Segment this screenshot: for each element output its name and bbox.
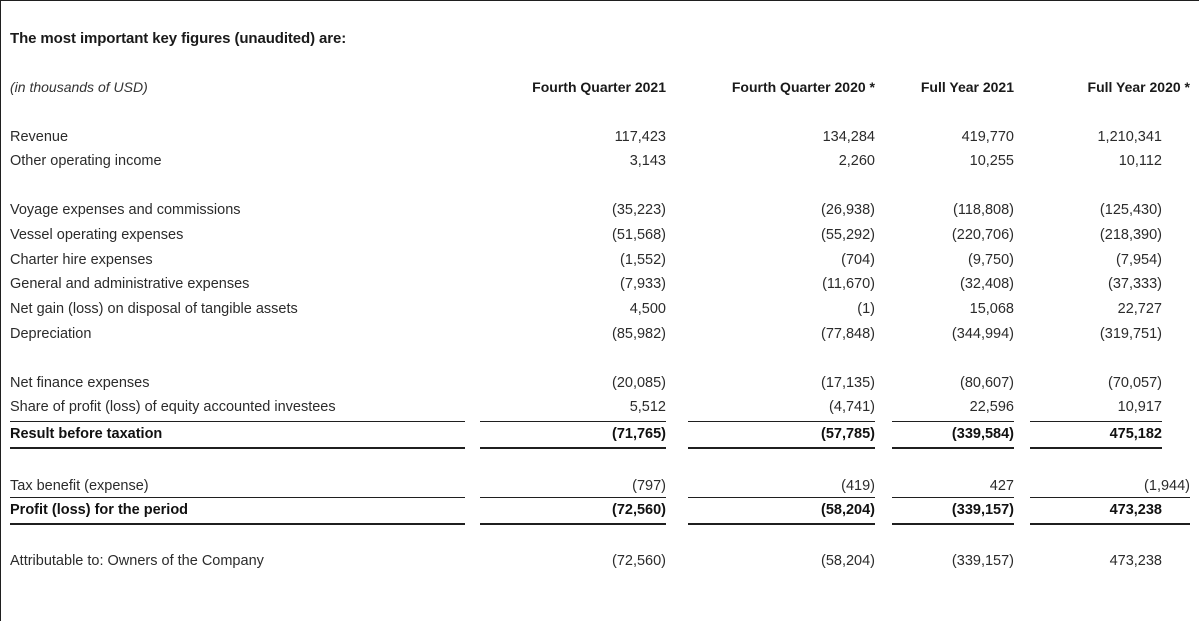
divider-line xyxy=(1030,447,1162,449)
cell-q4-2020: (55,292) xyxy=(820,227,875,243)
cell-q4-2020: (58,204) xyxy=(820,553,875,569)
cell-q4-2020: (77,848) xyxy=(820,326,875,342)
cell-fy-2021: 15,068 xyxy=(969,301,1014,317)
row-label: Tax benefit (expense) xyxy=(10,478,149,494)
row-label: Attributable to: Owners of the Company xyxy=(10,553,264,569)
column-header-fy-2020: Full Year 2020 * xyxy=(1087,79,1190,95)
divider-line xyxy=(1030,421,1162,422)
divider-line xyxy=(480,523,666,525)
divider-line xyxy=(480,421,666,422)
cell-fy-2021: (80,607) xyxy=(959,375,1014,391)
divider-line xyxy=(688,497,875,498)
unit-note: (in thousands of USD) xyxy=(10,79,148,95)
row-label: Profit (loss) for the period xyxy=(10,502,189,518)
row-label: Net finance expenses xyxy=(10,375,150,391)
cell-q4-2020: (704) xyxy=(841,252,875,268)
cell-fy-2020: 473,238 xyxy=(1109,502,1162,518)
divider-line xyxy=(1030,523,1190,525)
cell-q4-2021: 4,500 xyxy=(629,301,666,317)
column-header-q4-2020: Fourth Quarter 2020 * xyxy=(731,79,875,95)
cell-q4-2021: (797) xyxy=(632,478,666,494)
cell-q4-2020: 134,284 xyxy=(822,129,875,145)
cell-fy-2021: (32,408) xyxy=(959,276,1014,292)
table-row-net-gain-disposal xyxy=(0,301,1200,323)
cell-q4-2020: (419) xyxy=(841,478,875,494)
row-label: Charter hire expenses xyxy=(10,252,153,268)
row-label: Vessel operating expenses xyxy=(10,227,184,243)
cell-fy-2020: 10,112 xyxy=(1118,153,1162,169)
cell-fy-2021: (9,750) xyxy=(968,252,1014,268)
table-row-other-operating-income xyxy=(0,153,1200,175)
table-row-general-admin-expenses xyxy=(0,276,1200,298)
cell-fy-2021: (220,706) xyxy=(951,227,1014,243)
divider-line xyxy=(10,447,465,449)
divider-line xyxy=(480,447,666,449)
divider-line xyxy=(892,497,1014,498)
table-row-depreciation xyxy=(0,326,1200,348)
cell-fy-2021: (118,808) xyxy=(953,202,1014,218)
cell-q4-2021: 117,423 xyxy=(614,129,666,145)
cell-fy-2021: 22,596 xyxy=(969,399,1014,415)
divider-line xyxy=(892,421,1014,422)
cell-fy-2020: (7,954) xyxy=(1116,252,1162,268)
cell-fy-2021: 419,770 xyxy=(961,129,1014,145)
cell-fy-2020: 473,238 xyxy=(1109,553,1162,569)
row-label: Result before taxation xyxy=(10,426,163,442)
page-title: The most important key figures (unaudited) are: xyxy=(10,30,347,47)
cell-q4-2021: (1,552) xyxy=(620,252,666,268)
cell-fy-2020: 1,210,341 xyxy=(1097,129,1162,145)
table-row-profit-loss-period xyxy=(0,502,1200,524)
cell-fy-2020: (37,333) xyxy=(1107,276,1162,292)
cell-fy-2020: (125,430) xyxy=(1099,202,1162,218)
cell-q4-2021: (71,765) xyxy=(611,426,666,442)
column-header-fy-2021: Full Year 2021 xyxy=(920,79,1014,95)
cell-q4-2020: (1) xyxy=(857,301,875,317)
cell-q4-2021: (72,560) xyxy=(611,502,666,518)
cell-q4-2020: (4,741) xyxy=(829,399,875,415)
cell-q4-2020: (26,938) xyxy=(820,202,875,218)
cell-fy-2020: 475,182 xyxy=(1109,426,1162,442)
cell-q4-2021: (35,223) xyxy=(611,202,666,218)
divider-line xyxy=(1030,497,1190,498)
cell-q4-2020: (58,204) xyxy=(820,502,875,518)
divider-line xyxy=(688,421,875,422)
cell-fy-2020: (1,944) xyxy=(1144,478,1190,494)
table-row-result-before-taxation xyxy=(0,426,1200,448)
cell-fy-2021: 10,255 xyxy=(969,153,1014,169)
divider-line xyxy=(688,447,875,449)
divider-line xyxy=(10,497,465,498)
cell-fy-2020: 10,917 xyxy=(1117,399,1162,415)
table-row-revenue xyxy=(0,129,1200,151)
cell-q4-2021: (72,560) xyxy=(611,553,666,569)
cell-q4-2021: 3,143 xyxy=(629,153,666,169)
divider-line xyxy=(10,523,465,525)
row-label: Revenue xyxy=(10,129,69,145)
cell-fy-2020: (319,751) xyxy=(1099,326,1162,342)
row-label: Voyage expenses and commissions xyxy=(10,202,241,218)
row-label: Depreciation xyxy=(10,326,92,342)
column-header-q4-2021: Fourth Quarter 2021 xyxy=(532,79,666,95)
row-label: Other operating income xyxy=(10,153,162,169)
cell-fy-2021: (339,584) xyxy=(951,426,1014,442)
divider-line xyxy=(10,421,465,422)
cell-fy-2020: (70,057) xyxy=(1107,375,1162,391)
cell-fy-2021: (339,157) xyxy=(951,553,1014,569)
table-row-vessel-operating-expenses xyxy=(0,227,1200,249)
divider-line xyxy=(892,523,1014,525)
cell-q4-2021: (51,568) xyxy=(611,227,666,243)
cell-q4-2021: (20,085) xyxy=(611,375,666,391)
cell-fy-2020: (218,390) xyxy=(1099,227,1162,243)
cell-fy-2021: (344,994) xyxy=(951,326,1014,342)
cell-q4-2020: (17,135) xyxy=(820,375,875,391)
cell-fy-2020: 22,727 xyxy=(1117,301,1162,317)
table-row-voyage-expenses xyxy=(0,202,1200,224)
table-row-net-finance-expenses xyxy=(0,375,1200,397)
cell-fy-2021: 427 xyxy=(989,478,1014,494)
table-row-charter-hire-expenses xyxy=(0,252,1200,274)
cell-q4-2021: (7,933) xyxy=(620,276,666,292)
table-row-attributable-owners xyxy=(0,553,1200,575)
row-label: Net gain (loss) on disposal of tangible assets xyxy=(10,301,298,317)
divider-line xyxy=(480,497,666,498)
row-label: General and administrative expenses xyxy=(10,276,250,292)
cell-q4-2020: (11,670) xyxy=(822,276,875,292)
row-label: Share of profit (loss) of equity accounted investees xyxy=(10,399,336,415)
cell-q4-2021: 5,512 xyxy=(629,399,666,415)
table-row-share-of-profit xyxy=(0,399,1200,421)
cell-fy-2021: (339,157) xyxy=(951,502,1014,518)
divider-line xyxy=(892,447,1014,449)
cell-q4-2021: (85,982) xyxy=(611,326,666,342)
cell-q4-2020: 2,260 xyxy=(838,153,875,169)
cell-q4-2020: (57,785) xyxy=(820,426,875,442)
divider-line xyxy=(688,523,875,525)
